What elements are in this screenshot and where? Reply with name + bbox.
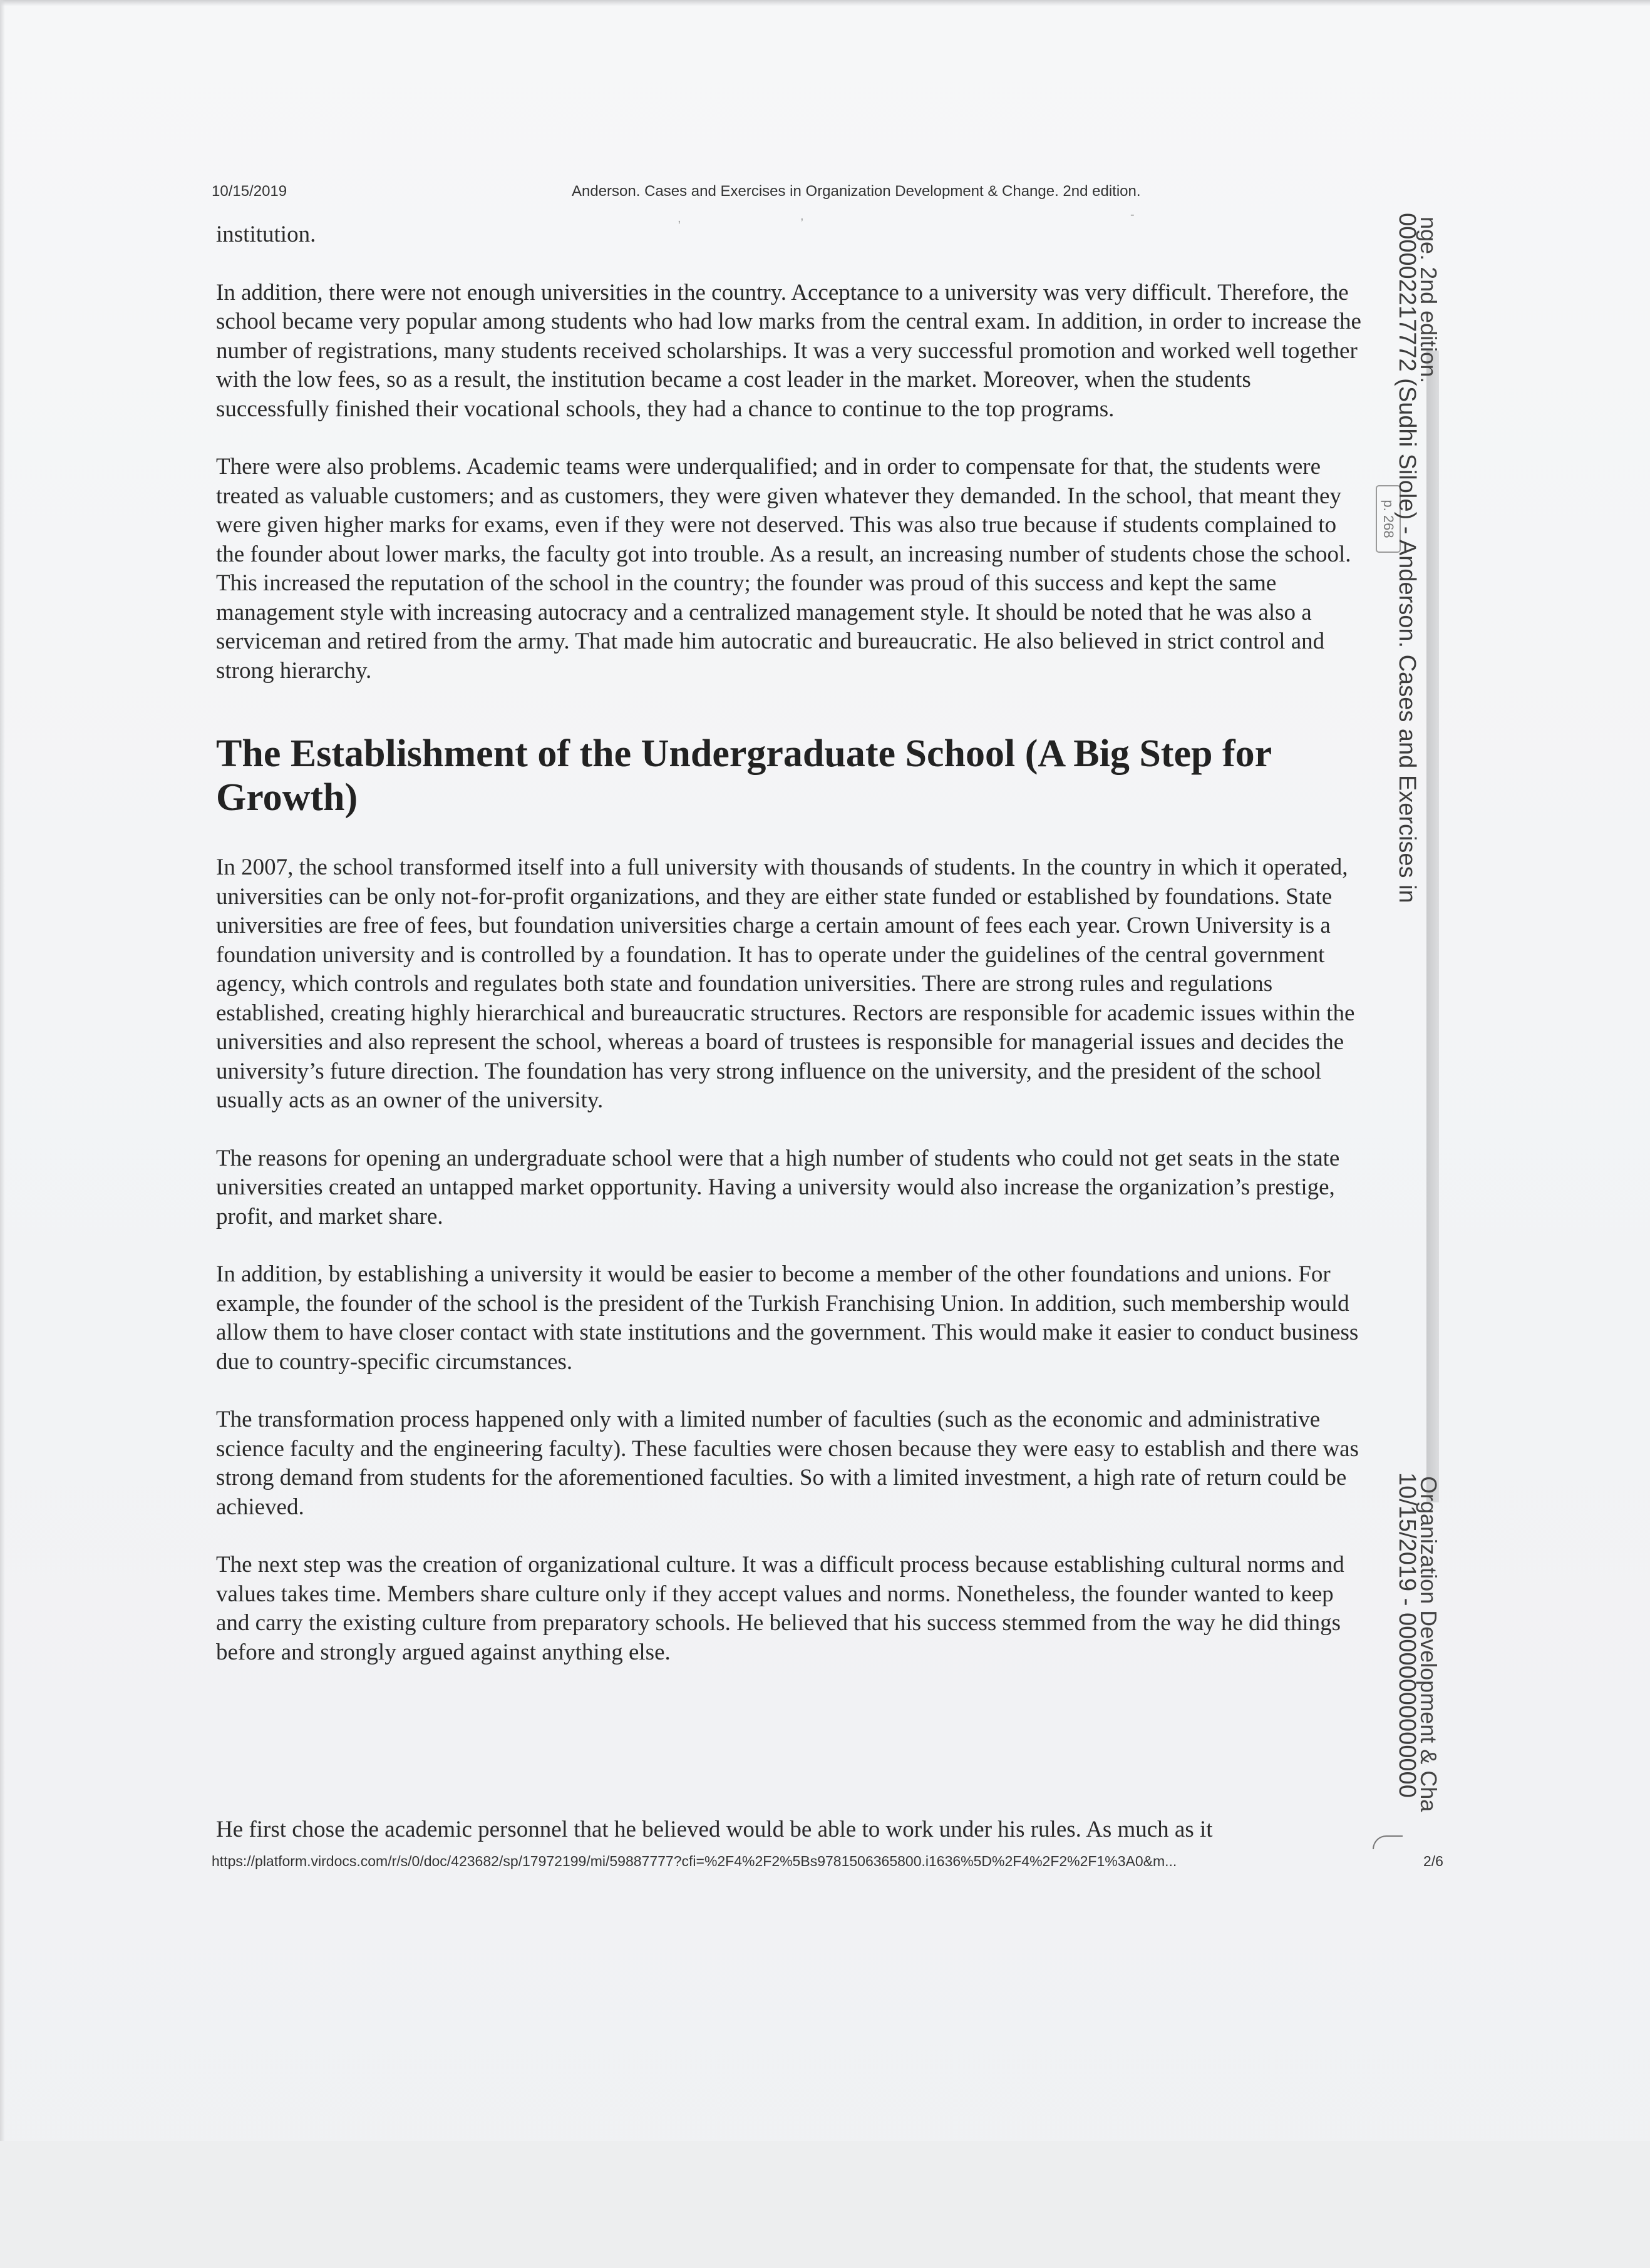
scan-speck: , (678, 212, 681, 225)
side-watermark-cut: 10/15/2019 - 00000000000000 (1394, 1472, 1420, 1798)
print-footer (212, 1853, 1451, 1875)
side-watermark: nge. 2nd edition. (1416, 217, 1441, 384)
paragraph: In addition, by establishing a university it would be easier to become a member of the other foundations and unions. For example, the founder of the school is the president of the Turkish Franchising Union. In addition, such membership would allow them to have closer contact with state institutions and the government. This would make it easier to conduct business due to country-specific circumstances. (216, 1261, 1359, 1375)
paragraph: In 2007, the school transformed itself into a full university with thousands of students. In the country in which it operated, universities can be only not-for-profit organizations, and they are either state funded or established by foundations. State universities are free of fees, but foundation universities charge a certain amount of fees each year. Crown University is a foundation university and is controlled by a foundation. It has to operate under the guidelines of the central government agency, which controls and regulates both state and foundation universities. There are strong rules and regulations established, creating highly hierarchical and bureaucratic structures. Rectors are responsible for academic issues within the universities and also represent the school, whereas a board of trustees is responsible for managerial issues and decides the university’s future direction. The foundation has very strong influence on the university, and the president of the school usually acts as an owner of the university. (216, 854, 1355, 1113)
document-body (216, 220, 1368, 1842)
paragraph-cut-off: He first chose the academic personnel that he believed would be able to work under his rules. As much as it (216, 1817, 1213, 1842)
scan-left-edge (0, 0, 5, 2268)
paragraph: There were also problems. Academic teams were underqualified; and in order to compensate for that, the students were treated as valuable customers; and as customers, they were given whatever they demanded. In the school, that meant they were given higher marks for exams, even if they were not deserved. This was also true because if students complained to the founder about lower marks, the faculty got into trouble. As a result, an increasing number of students chose the school. This increased the reputation of the school in the country; the founder was proud of this success and kept the same management style with increasing autocracy and a centralized management style. It should be noted that he was also a serviceman and retired from the army. That made him autocratic and bureaucratic. He also believed in strict control and strong hierarchy. (216, 454, 1351, 684)
paragraph: institution. (216, 222, 316, 247)
scan-speck: - (1130, 208, 1135, 222)
footer-page-count: 2/6 (1423, 1853, 1443, 1869)
scan-bottom-band (0, 2141, 1650, 2268)
print-date: 10/15/2019 (212, 183, 287, 200)
paragraph: The transformation process happened only with a limited number of faculties (such as the economic and administrative science faculty and the engineering faculty). These faculties were chosen because they were easy to establish and there was strong demand from students for the aforementioned faculties. So with a limited investment, a high rate of return could be achieved. (216, 1407, 1359, 1520)
print-header (212, 183, 1445, 208)
paragraph: In addition, there were not enough universities in the country. Acceptance to a university was very difficult. Therefore, the school became very popular among students who had low marks from the central exam. In addition, in order to increase the number of registrations, many students received scholarships. It was a very successful promotion and worked well together with the low fees, so as a result, the institution became a cost leader in the market. Moreover, when the students successfully finished their vocational schools, they had a chance to continue to the top programs. (216, 279, 1361, 422)
page-number-label: p. 268 (1381, 500, 1396, 538)
footer-url: https://platform.virdocs.com/r/s/0/doc/423682/sp/17972199/mi/59887777?cfi=%2F4%2F2%5Bs9781506365800.i1636%5D%2F4%2F2%2F1%3A0&m... (212, 1853, 1177, 1869)
section-heading: The Establishment of the Undergraduate School (A Big Step for Growth) (216, 732, 1271, 819)
side-scrollbar (1426, 351, 1439, 1502)
side-watermark: Organization Development & Cha (1416, 1476, 1441, 1812)
scan-top-edge (0, 0, 1650, 6)
paragraph: The reasons for opening an undergraduate school were that a high number of students who could not get seats in the state universities created an untapped market opportunity. Having a university would also increase the organization’s prestige, profit, and market share. (216, 1145, 1340, 1229)
paragraph: The next step was the creation of organizational culture. It was a difficult process because establishing cultural norms and values takes time. Members share culture only if they accept values and norms. Nonetheless, the founder wanted to keep and carry the existing culture from preparatory schools. He believed that his success stemmed from the way he did things before and strongly argued against anything else. (216, 1552, 1344, 1665)
footer-curl-mark (1373, 1835, 1403, 1849)
print-source-title: Anderson. Cases and Exercises in Organization Development & Change. 2nd edition. (572, 183, 1141, 200)
side-watermark-cut: 000002217772 (Sudhi Silole) - Anderson. Cases and Exercises in (1394, 213, 1420, 903)
scan-speck: , (800, 209, 804, 223)
